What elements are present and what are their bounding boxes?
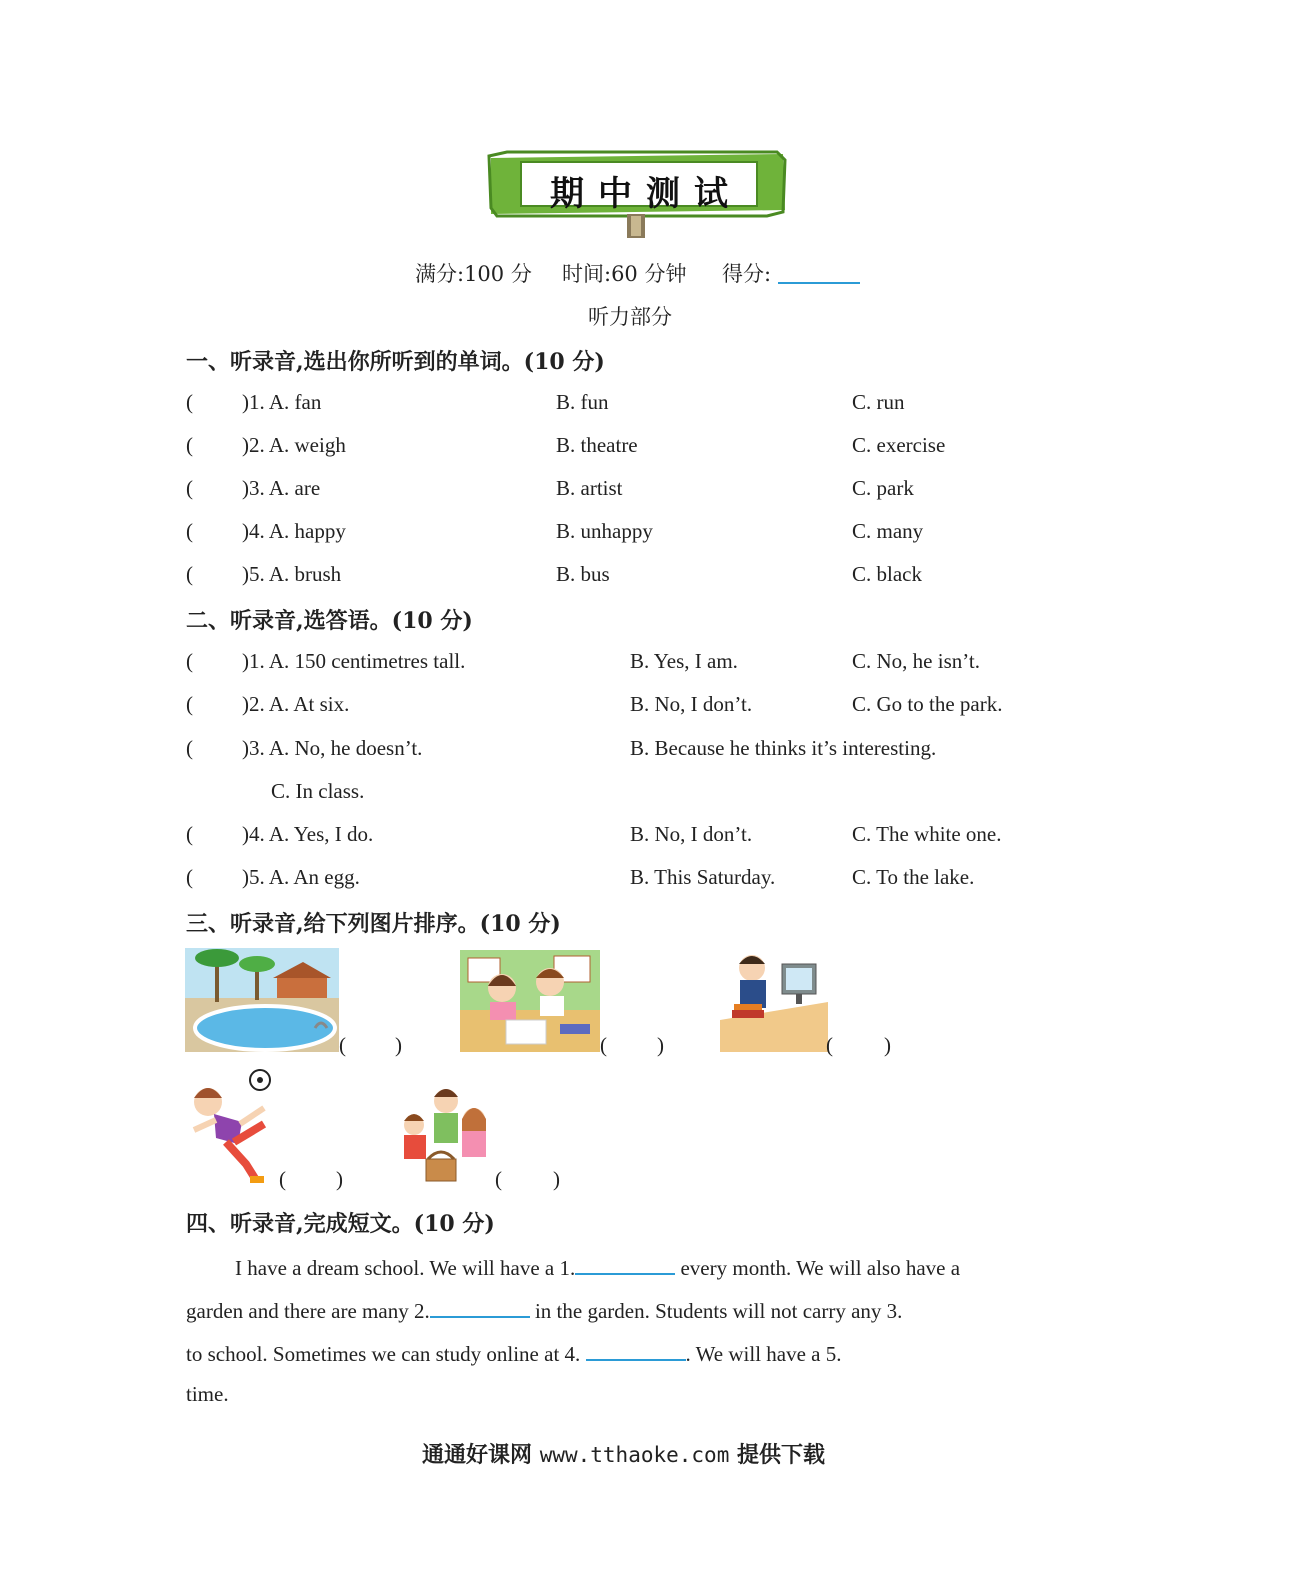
question-option-a: )2. A. weigh [242, 433, 346, 457]
question-option-b: B. unhappy [556, 519, 653, 543]
question-option-c: C. park [852, 476, 914, 500]
question-option-b: B. bus [556, 562, 610, 586]
question-option-a: )1. A. 150 centimetres tall. [242, 649, 466, 673]
time-limit: 时间:60 分钟 [562, 262, 687, 286]
question-option-c: C. To the lake. [852, 865, 975, 889]
answer-paren-open[interactable]: ( [186, 692, 193, 716]
answer-paren-open[interactable]: ( [186, 865, 193, 889]
answer-paren-open[interactable]: ( [186, 519, 193, 543]
answer-paren-open[interactable]: ( [339, 1033, 346, 1057]
question-option-c: C. run [852, 390, 905, 414]
passage-line-3 [186, 1339, 842, 1367]
answer-paren-open[interactable]: ( [600, 1033, 607, 1057]
question-option-b: B. No, I don’t. [630, 822, 753, 846]
question-option-b: B. fun [556, 390, 609, 414]
answer-paren-open[interactable]: ( [495, 1167, 502, 1191]
question-option-b: B. artist [556, 476, 623, 500]
full-score: 满分:100 分 [415, 262, 532, 286]
answer-paren-open[interactable]: ( [186, 476, 193, 500]
passage-text: every month. We will also have a [680, 1256, 961, 1280]
answer-paren-close: ) [336, 1167, 343, 1191]
passage-text: I have a dream school. We will have a 1. [235, 1256, 576, 1280]
question-option-c: C. No, he isn’t. [852, 649, 980, 673]
pool-resort-picture [185, 948, 339, 1052]
blank-4[interactable] [586, 1339, 686, 1361]
answer-paren-open[interactable]: ( [186, 562, 193, 586]
footer-url[interactable]: www.tthaoke.com [539, 1443, 730, 1467]
answer-paren-close: ) [657, 1033, 664, 1057]
answer-paren-open[interactable]: ( [186, 649, 193, 673]
answer-paren-open[interactable]: ( [186, 736, 193, 760]
score-label: 得分: [722, 262, 772, 286]
answer-paren-close: ) [395, 1033, 402, 1057]
question-option-b: B. Yes, I am. [630, 649, 738, 673]
passage-text: in the garden. Students will not carry any 3. [534, 1299, 903, 1323]
section-2-heading: 二、听录音,选答语。(10 分) [186, 608, 473, 634]
question-option-a: )3. A. No, he doesn’t. [242, 736, 423, 760]
part-heading: 听力部分 [588, 305, 672, 329]
boy-soccer-picture [186, 1068, 276, 1188]
passage-text: garden and there are many 2. [186, 1299, 430, 1323]
answer-paren-open[interactable]: ( [186, 822, 193, 846]
answer-paren-open[interactable]: ( [826, 1033, 833, 1057]
question-option-a: )5. A. brush [242, 562, 342, 586]
footer-tail: 提供下载 [737, 1442, 826, 1468]
family-picnic-picture [398, 1085, 496, 1187]
section-4-heading: 四、听录音,完成短文。(10 分) [186, 1211, 495, 1237]
question-option-c: C. black [852, 562, 922, 586]
passage-line-4: time. [186, 1382, 229, 1406]
page-title: 期中测试 [550, 174, 742, 214]
footer-site-name: 通通好课网 [422, 1442, 533, 1468]
answer-paren-close: ) [884, 1033, 891, 1057]
question-option-a: )4. A. Yes, I do. [242, 822, 374, 846]
question-option-c: C. The white one. [852, 822, 1002, 846]
question-option-a: )1. A. fan [242, 390, 322, 414]
footer [422, 1438, 825, 1469]
question-option-c: C. Go to the park. [852, 692, 1003, 716]
boy-computer-picture [720, 950, 828, 1052]
answer-paren-open[interactable]: ( [186, 433, 193, 457]
answer-paren-close: ) [553, 1167, 560, 1191]
section-3-heading: 三、听录音,给下列图片排序。(10 分) [186, 911, 561, 937]
blank-2[interactable] [430, 1296, 530, 1318]
answer-paren-open[interactable]: ( [186, 390, 193, 414]
passage-line-2 [186, 1296, 902, 1324]
section-1-heading: 一、听录音,选出你所听到的单词。(10 分) [186, 349, 605, 375]
question-option-b: B. No, I don’t. [630, 692, 753, 716]
question-option-c: C. many [852, 519, 924, 543]
score-blank[interactable] [778, 262, 860, 284]
question-option-a: )4. A. happy [242, 519, 346, 543]
question-option-a: )2. A. At six. [242, 692, 350, 716]
question-option-b: B. Because he thinks it’s interesting. [630, 736, 937, 760]
question-option-b: B. theatre [556, 433, 638, 457]
question-option-c: C. exercise [852, 433, 946, 457]
question-option-a: )5. A. An egg. [242, 865, 360, 889]
passage-text: . We will have a 5. [685, 1342, 842, 1366]
question-option-b: B. This Saturday. [630, 865, 776, 889]
answer-paren-open[interactable]: ( [279, 1167, 286, 1191]
passage-line-1 [235, 1253, 960, 1281]
question-option-a: )3. A. are [242, 476, 321, 500]
question-option-c: C. In class. [271, 779, 365, 803]
blank-1[interactable] [575, 1253, 675, 1275]
children-drawing-picture [460, 950, 600, 1052]
passage-text: to school. Sometimes we can study online at 4. [186, 1342, 581, 1366]
